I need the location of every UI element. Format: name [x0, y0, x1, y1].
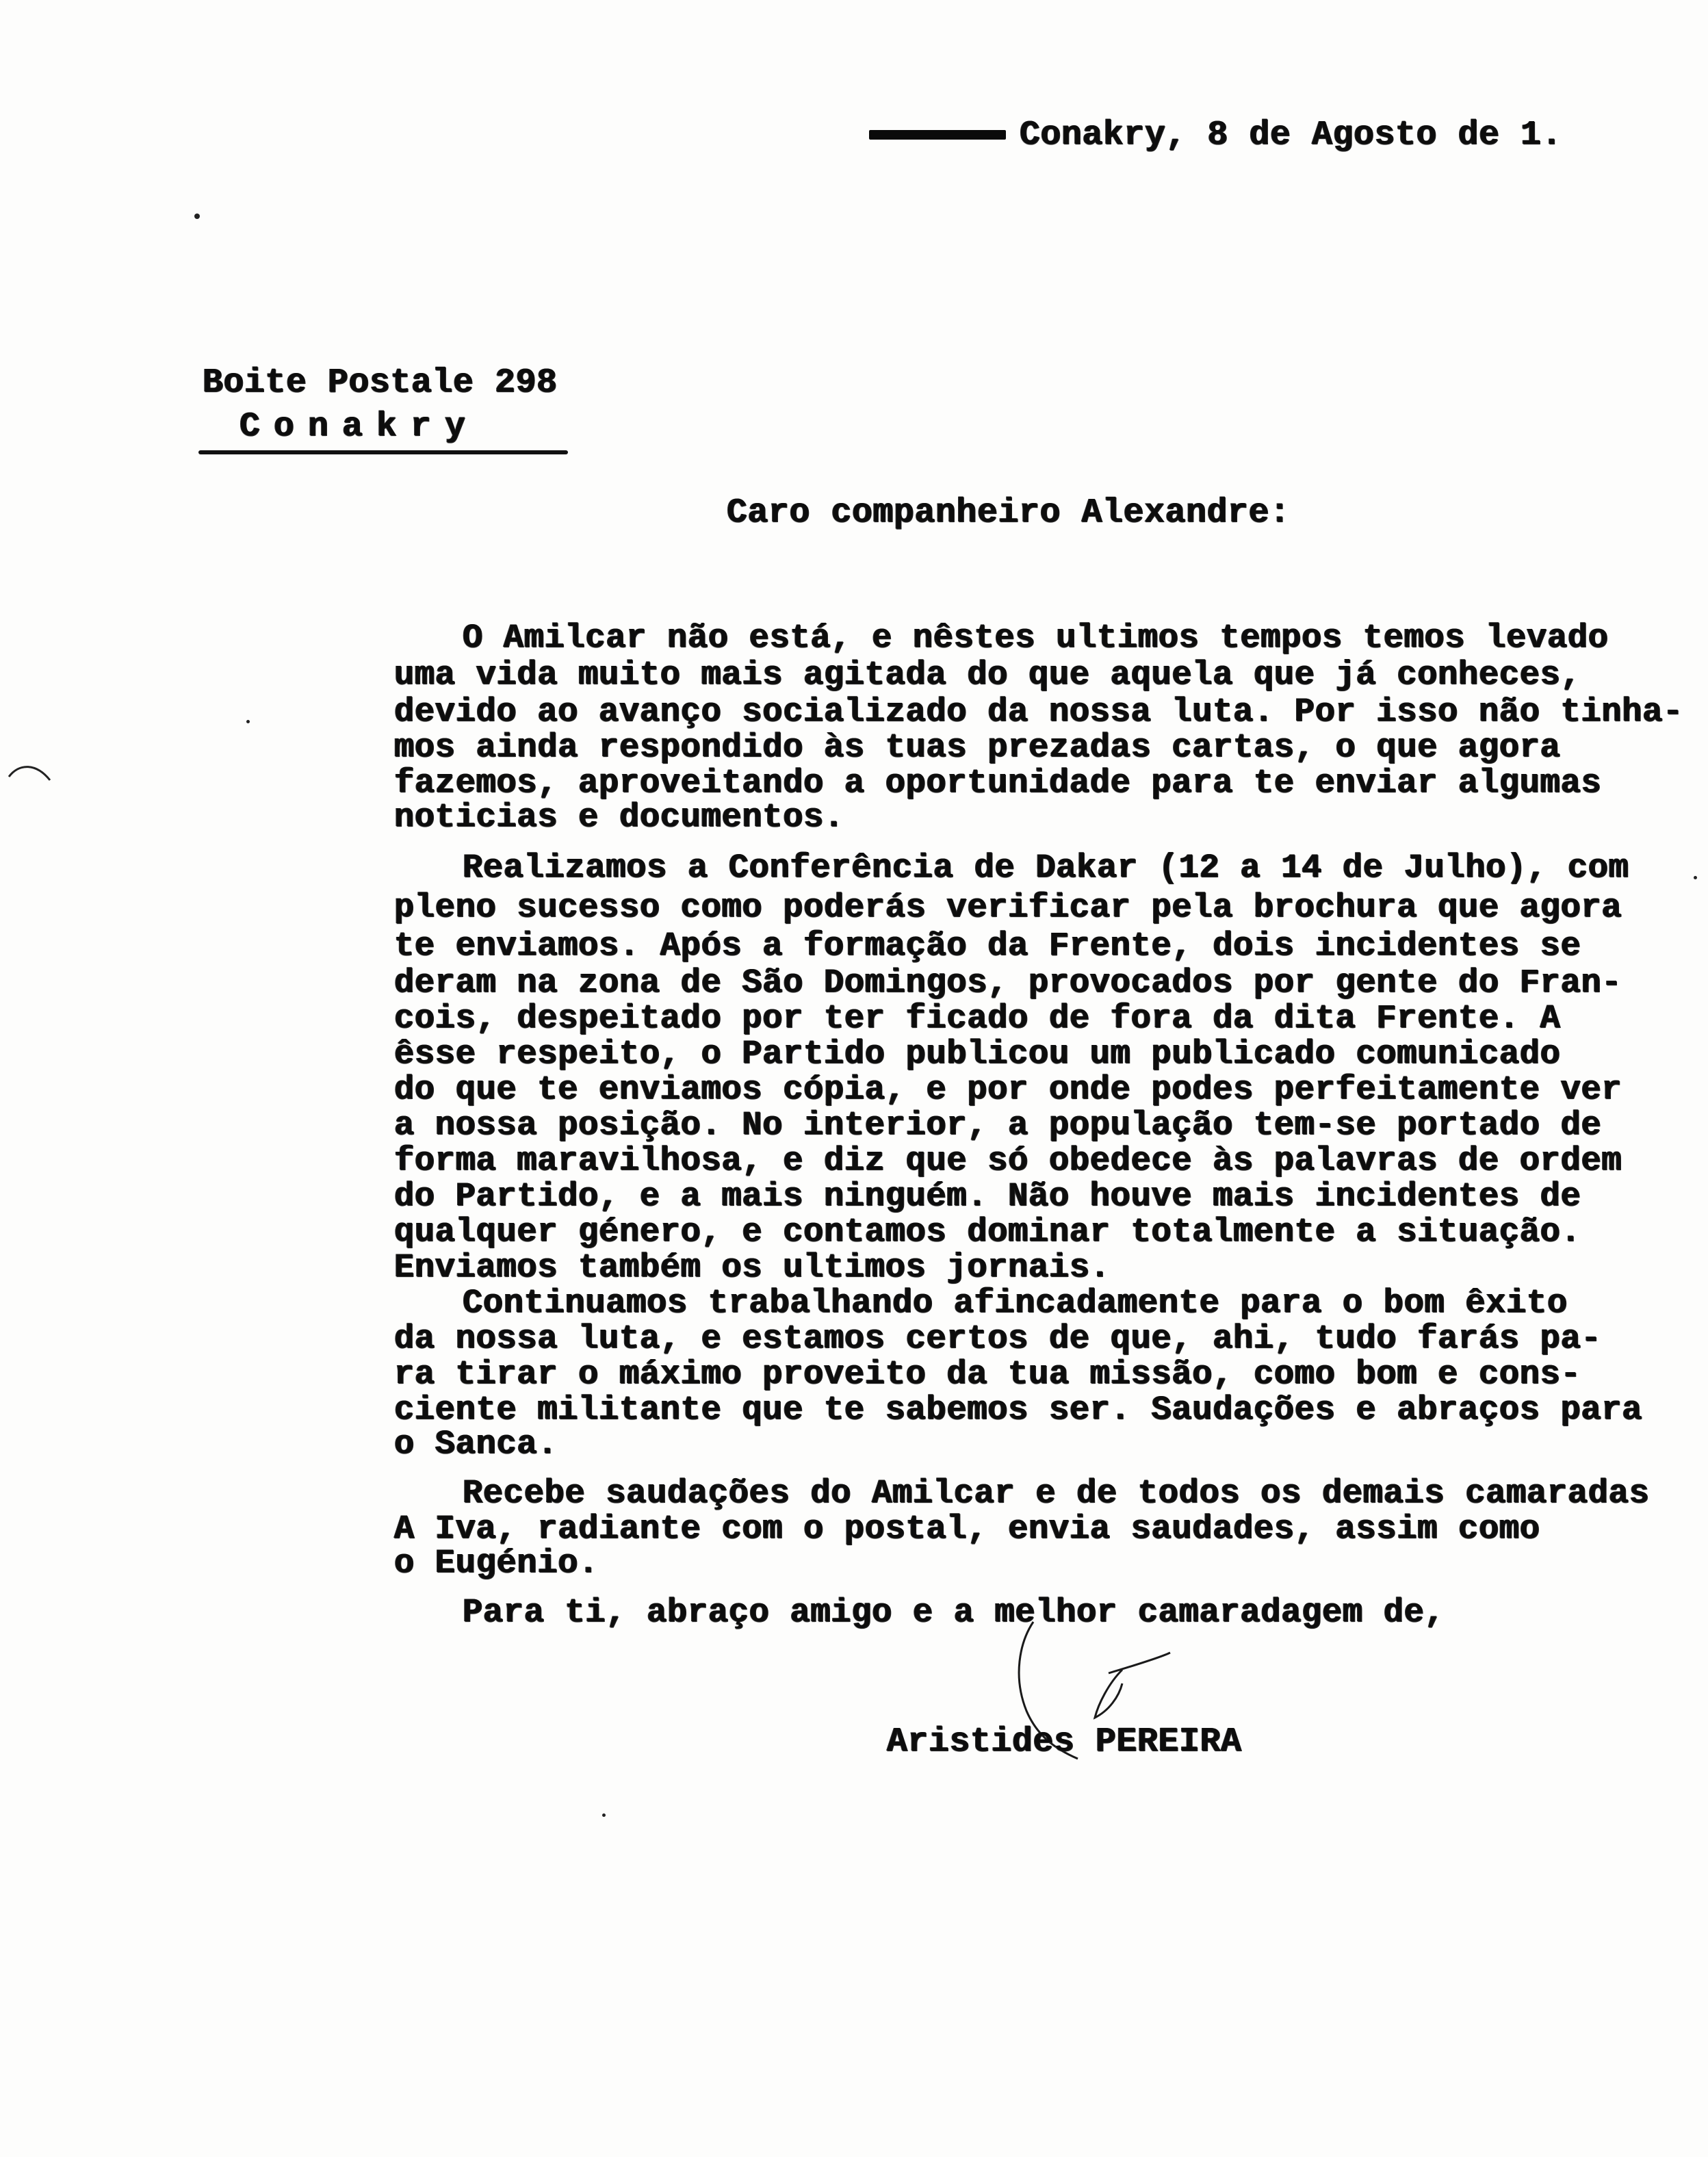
address-line-1: Boite Postale 298 [203, 363, 558, 402]
signer-name: Aristides PEREIRA [887, 1722, 1242, 1761]
body-line: uma vida muito mais agitada do que aquela que já conheces, [394, 656, 1581, 694]
body-line: noticias e documentos. [394, 798, 844, 836]
body-line: te enviamos. Após a formação da Frente, dois incidentes se [394, 927, 1581, 965]
address-line-2: Conakry [240, 407, 480, 446]
body-line: ciente militante que te sabemos ser. Saudações e abraços para [394, 1391, 1643, 1429]
body-line: devido ao avanço socializado da nossa luta. Por isso não tinha- [394, 693, 1684, 731]
scan-speck [1694, 876, 1697, 879]
body-line: Recebe saudações do Amilcar e de todos os demais camaradas [463, 1474, 1650, 1512]
date-text: Conakry, 8 de Agosto de 1. [1020, 116, 1563, 155]
scan-speck [246, 720, 250, 723]
body-line: a nossa posição. No interior, a população tem-se portado de [394, 1106, 1602, 1144]
body-line: O Amilcar não está, e nêstes ultimos tempos temos levado [463, 619, 1609, 657]
body-line: forma maravilhosa, e diz que só obedece às palavras de ordem [394, 1141, 1622, 1180]
body-line: êsse respeito, o Partido publicou um publicado comunicado [394, 1035, 1561, 1073]
address-underline [198, 450, 568, 454]
body-line: Continuamos trabalhando afincadamente para o bom êxito [463, 1284, 1568, 1322]
body-line: A Iva, radiante com o postal, envia saudades, assim como [394, 1510, 1540, 1548]
body-line: deram na zona de São Domingos, provocados por gente do Fran- [394, 964, 1622, 1002]
body-line: mos ainda respondido às tuas prezadas cartas, o que agora [394, 728, 1561, 766]
body-line: o Eugénio. [394, 1544, 599, 1582]
body-line: o Sanca. [394, 1425, 558, 1463]
body-line: Realizamos a Conferência de Dakar (12 a 14 de Julho), com [463, 849, 1629, 887]
body-line: do que te enviamos cópia, e por onde podes perfeitamente ver [394, 1070, 1622, 1109]
body-line: pleno sucesso como poderás verificar pela brochura que agora [394, 888, 1622, 927]
body-line: do Partido, e a mais ninguém. Não houve mais incidentes de [394, 1177, 1581, 1215]
body-line: da nossa luta, e estamos certos de que, ahi, tudo farás pa- [394, 1319, 1602, 1358]
scan-speck [602, 1813, 606, 1817]
redaction-mark [869, 130, 1006, 140]
closing-line: Para ti, abraço amigo e a melhor camaradagem de, [463, 1593, 1445, 1631]
body-line: fazemos, aproveitando a oportunidade para te enviar algumas [394, 764, 1602, 802]
scan-speck [194, 214, 200, 219]
date-line [869, 118, 1562, 153]
salutation: Caro companheiro Alexandre: [727, 493, 1291, 532]
body-line: Enviamos também os ultimos jornais. [394, 1248, 1111, 1287]
body-line: ra tirar o máximo proveito da tua missão, como bom e cons- [394, 1355, 1581, 1393]
body-line: cois, despeitado por ter ficado de fora da dita Frente. A [394, 999, 1561, 1037]
margin-scan-mark [5, 760, 53, 794]
body-line: qualquer género, e contamos dominar totalmente a situação. [394, 1213, 1581, 1251]
